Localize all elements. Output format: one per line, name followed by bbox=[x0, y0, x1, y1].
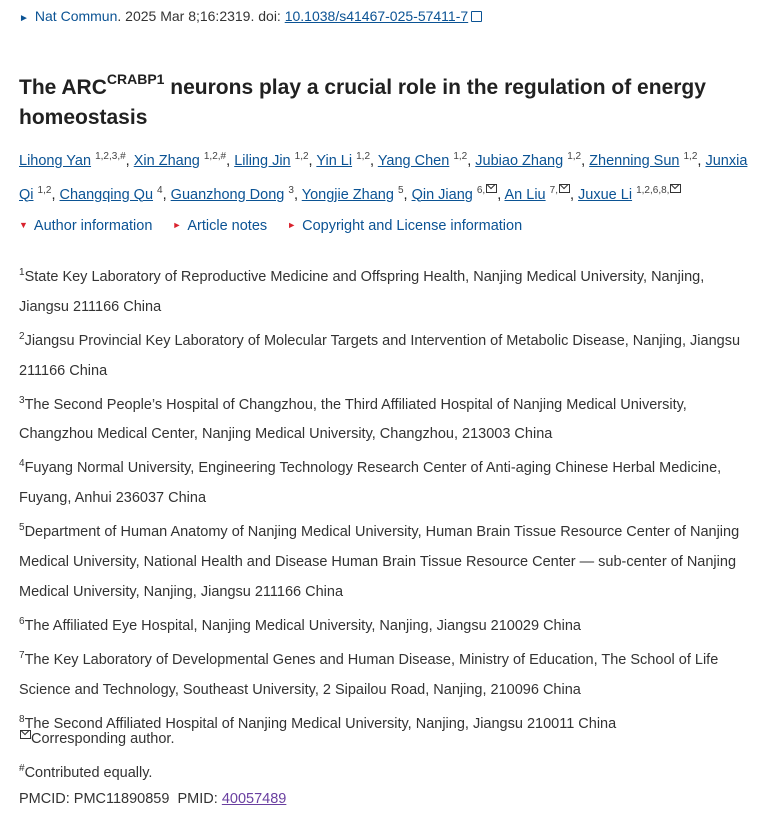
author-item: Jubiao Zhang $^{1,2}$, bbox=[475, 151, 590, 169]
author-affiliation-sup: 1,2 bbox=[567, 151, 582, 162]
affiliation-item bbox=[19, 449, 754, 513]
affiliation-number: 2 bbox=[19, 330, 25, 342]
author-information-label: Author information bbox=[33, 218, 153, 234]
author-affiliation-sup: 4 bbox=[157, 184, 163, 196]
affiliation-number: 8 bbox=[19, 713, 25, 725]
author-link[interactable]: Junxia Qi bbox=[19, 152, 748, 203]
affiliation-text: Department of Human Anatomy of Nanjing Medical University, Human Brain Tissue Resource Center of Nanjing Medical University, National Health and Disease Human Brain Tissue Resource Center — sub-center of Nanjing Medical University, Nanjing, Jiangsu 211166 China bbox=[19, 524, 740, 601]
article-notes-toggle[interactable] bbox=[172, 218, 267, 234]
author-affiliation-sup: 1,2,6,8, bbox=[636, 184, 670, 196]
author-item: Yongjie Zhang $^5$, bbox=[301, 184, 412, 203]
affiliation-text: The Affiliated Eye Hospital, Nanjing Medical University, Nanjing, Jiangsu 210029 China bbox=[24, 617, 581, 634]
author-item: Xin Zhang $^{1,2,\#}$, bbox=[133, 151, 235, 169]
affiliation-item bbox=[19, 513, 754, 607]
author-link[interactable]: An Liu bbox=[504, 186, 546, 203]
pmcid-label: PMCID: bbox=[19, 791, 74, 807]
author-item: Zhenning Sun $^{1,2}$, bbox=[589, 151, 706, 169]
expand-caret-icon[interactable]: ► bbox=[19, 13, 29, 24]
author-link[interactable]: Yin Li bbox=[316, 152, 353, 169]
envelope-icon bbox=[20, 730, 31, 739]
author-affiliation-sup: 1,2 bbox=[294, 151, 309, 162]
author-notes bbox=[19, 724, 175, 788]
author-affiliation-sup: 1,2,# bbox=[203, 151, 227, 162]
affiliation-number: 6 bbox=[19, 616, 25, 628]
author-link[interactable]: Yang Chen bbox=[377, 152, 450, 169]
envelope-icon[interactable] bbox=[486, 184, 497, 193]
author-affiliation-sup: 6, bbox=[476, 184, 486, 196]
author-affiliation-sup: 5 bbox=[397, 184, 404, 196]
triangle-right-icon: ► bbox=[287, 220, 297, 230]
author-link[interactable]: Qin Jiang bbox=[411, 186, 473, 203]
affiliation-item bbox=[19, 258, 754, 322]
author-item: Yang Chen $^{1,2}$, bbox=[377, 151, 476, 169]
affiliation-text: The Key Laboratory of Developmental Genes and Human Disease, Ministry of Education, The School of Life Science and Technology, Southeast University, 2 Sipailou Road, Nanjing, 210096 China bbox=[19, 651, 719, 698]
author-affiliation-sup: 1,2 bbox=[683, 151, 698, 162]
article-info-links bbox=[19, 218, 538, 234]
contributed-note bbox=[19, 754, 175, 788]
affiliation-text: Jiangsu Provincial Key Laboratory of Molecular Targets and Intervention of Metabolic Disease, Nanjing, Jiangsu 211166 China bbox=[19, 332, 741, 379]
author-item: Junxia Qi $^{1,2}$, bbox=[19, 152, 748, 203]
affiliation-number: 4 bbox=[19, 458, 25, 470]
triangle-down-icon: ▼ bbox=[19, 220, 28, 230]
pmcid-value: PMC11890859 bbox=[73, 791, 170, 807]
author-item: Changqing Qu $^4$, bbox=[59, 184, 171, 203]
corresponding-note-text: Corresponding author. bbox=[31, 731, 175, 747]
envelope-icon[interactable] bbox=[559, 184, 570, 193]
affiliation-text: Fuyang Normal University, Engineering Technology Research Center of Anti-aging Chinese Herbal Medicine, Fuyang, Anhui 236037 China bbox=[19, 460, 722, 507]
journal-link[interactable]: Nat Commun bbox=[34, 8, 118, 24]
author-link[interactable]: Lihong Yan bbox=[19, 152, 92, 169]
author-item bbox=[578, 184, 681, 203]
author-item: Guanzhong Dong $^3$, bbox=[170, 184, 302, 203]
affiliation-number: 5 bbox=[19, 522, 25, 534]
author-affiliation-sup: 7, bbox=[549, 184, 558, 196]
citation-details: . 2025 Mar 8;16:2319. doi: bbox=[117, 8, 285, 24]
copyright-label: Copyright and License information bbox=[302, 218, 523, 234]
author-affiliation-sup: 1,2 bbox=[37, 184, 52, 196]
envelope-icon[interactable] bbox=[670, 184, 681, 193]
external-link-icon bbox=[471, 11, 482, 22]
author-link[interactable]: Yongjie Zhang bbox=[301, 186, 394, 203]
affiliation-item bbox=[19, 641, 754, 705]
author-link[interactable]: Zhenning Sun bbox=[589, 152, 680, 169]
pmid-label: PMID: bbox=[177, 791, 222, 807]
contributed-note-text: Contributed equally. bbox=[24, 764, 153, 781]
affiliation-number: 1 bbox=[19, 267, 25, 278]
author-item: An Liu $^{7,}$ , bbox=[504, 184, 579, 203]
author-item: Yin Li $^{1,2}$, bbox=[316, 151, 378, 169]
affiliation-item bbox=[19, 607, 754, 641]
author-link[interactable]: Guanzhong Dong bbox=[170, 186, 285, 203]
corresponding-note bbox=[19, 724, 175, 754]
article-identifiers bbox=[19, 784, 286, 814]
author-link[interactable]: Xin Zhang bbox=[133, 152, 200, 169]
author-list bbox=[19, 142, 754, 210]
author-item: Liling Jin $^{1,2}$, bbox=[234, 151, 317, 169]
contributed-mark: # bbox=[19, 763, 25, 774]
author-item: Lihong Yan $^{1,2,3,\#}$, bbox=[19, 151, 134, 169]
affiliation-text: The Second People’s Hospital of Changzhou, the Third Affiliated Hospital of Nanjing Medical University, Changzhou Medical Center, Nanjing Medical University, Changzhou, 213003 China bbox=[19, 396, 687, 443]
title-suffix: neurons play a crucial role in the regulation of energy homeostasis bbox=[19, 76, 706, 129]
affiliation-number: 3 bbox=[19, 394, 25, 406]
affiliation-item bbox=[19, 322, 754, 386]
doi-link[interactable]: 10.1038/s41467-025-57411-7 bbox=[284, 8, 469, 24]
author-item: Qin Jiang $^{6,}$ , bbox=[411, 184, 505, 203]
title-superscript: CRABP1 bbox=[106, 71, 165, 87]
affiliation-number: 7 bbox=[19, 649, 25, 661]
title-prefix: The ARC bbox=[19, 76, 107, 99]
affiliation-text: State Key Laboratory of Reproductive Medicine and Offspring Health, Nanjing Medical University, Nanjing, Jiangsu 211166 China bbox=[19, 268, 705, 315]
author-link[interactable]: Liling Jin bbox=[234, 152, 291, 169]
article-title bbox=[19, 66, 754, 133]
author-affiliation-sup: 3 bbox=[288, 184, 294, 196]
triangle-right-icon: ► bbox=[172, 220, 182, 230]
author-link[interactable]: Changqing Qu bbox=[59, 186, 154, 203]
author-affiliation-sup: 1,2,3,# bbox=[95, 151, 126, 162]
citation-line bbox=[19, 8, 482, 24]
author-affiliation-sup: 1,2 bbox=[356, 151, 371, 162]
affiliation-text: The Second Affiliated Hospital of Nanjing Medical University, Nanjing, Jiangsu 210011 China bbox=[24, 715, 617, 732]
author-affiliation-sup: 1,2 bbox=[453, 151, 468, 162]
article-notes-label: Article notes bbox=[187, 218, 268, 234]
author-link[interactable]: Jubiao Zhang bbox=[475, 152, 564, 169]
author-information-toggle[interactable] bbox=[19, 218, 152, 234]
affiliation-item bbox=[19, 386, 754, 450]
affiliation-list bbox=[19, 258, 754, 739]
copyright-toggle[interactable] bbox=[287, 218, 522, 234]
pmid-link[interactable]: 40057489 bbox=[221, 791, 287, 807]
author-link[interactable]: Juxue Li bbox=[578, 186, 633, 203]
